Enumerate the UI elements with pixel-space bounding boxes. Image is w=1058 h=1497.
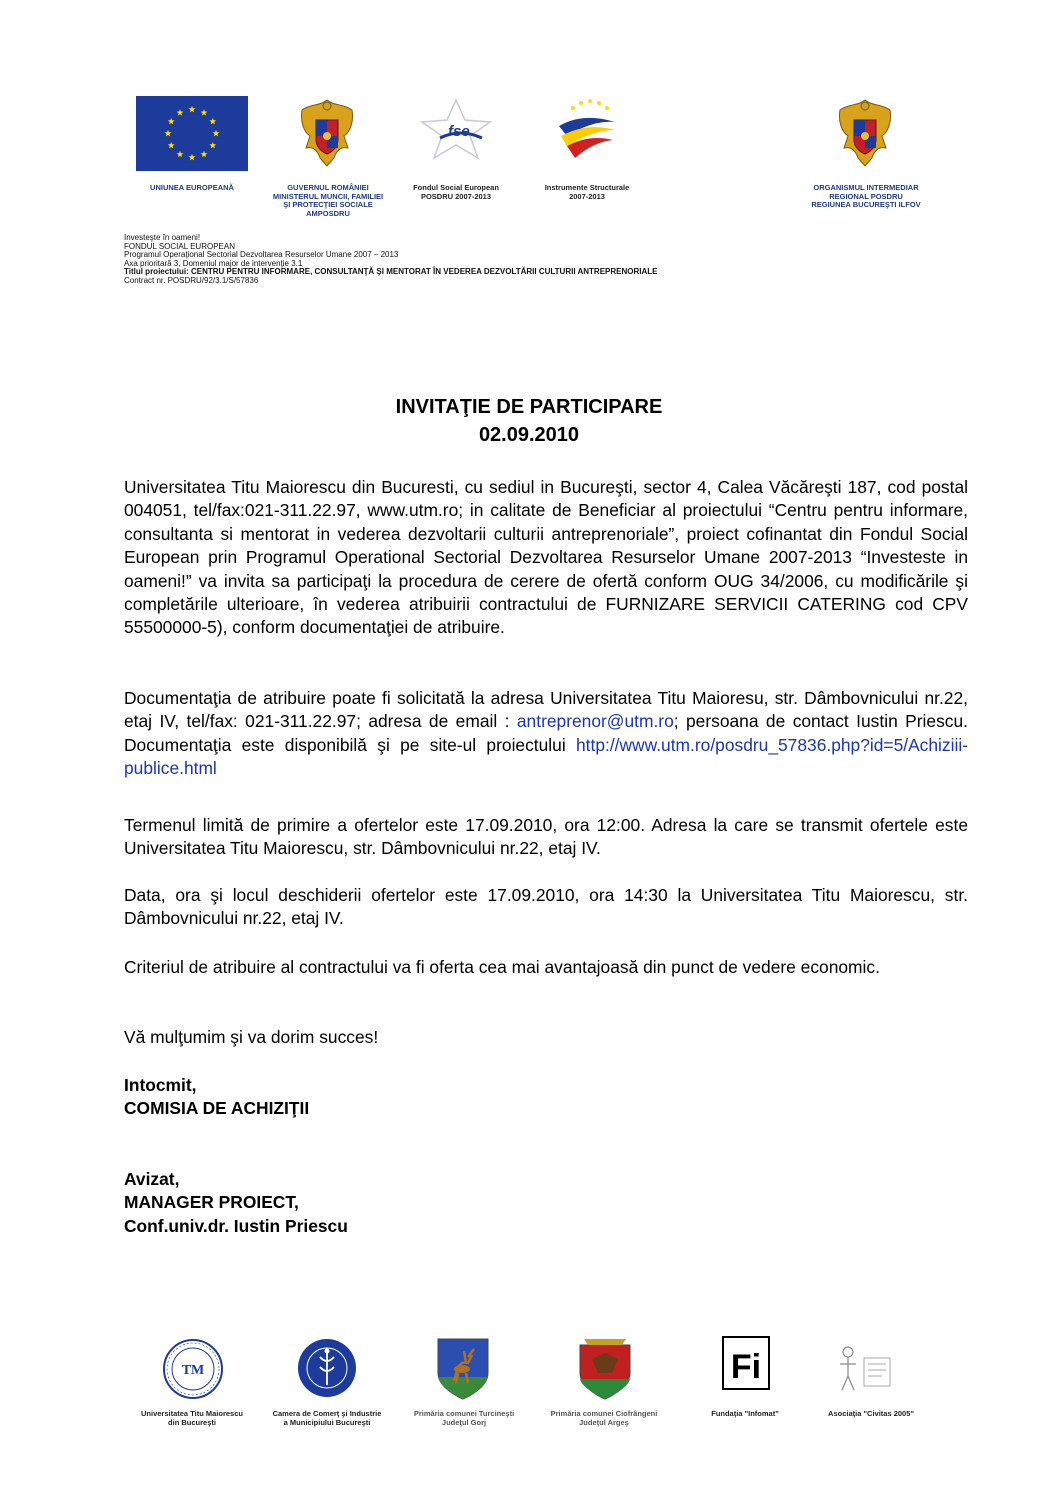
eu-logo-caption: UNIUNEA EUROPEANĂ (150, 183, 234, 192)
instrumente-structurale-caption: Instrumente Structurale 2007-2013 (544, 183, 630, 201)
fse-logo-icon (420, 98, 492, 160)
paragraph-documentation-text-2: ; persoana de contact Iustin Priescu. Documentaţia este disponibilă şi pe site-ul proiectului (124, 711, 968, 755)
utm-caption: Universitatea Titu Maiorescu din Bucureşti (141, 1409, 243, 1427)
project-title: Titlul proiectului: CENTRU PENTRU INFORMARE, CONSULTANŢĂ ŞI MENTORAT ÎN VEDEREA DEZVOLTĂRII CULTURII ANTREPRENORIALE (124, 267, 658, 277)
project-url-link[interactable]: http://www.utm.ro/posdru_57836.php?id=5/Achiziii-publice.html (124, 734, 968, 779)
ccib-seal-icon (296, 1337, 358, 1399)
signature-manager-label: Avizat, (124, 1169, 180, 1189)
paragraph-opening-text: Data, ora şi locul deschiderii ofertelor este 17.09.2010, ora 14:30 la Universitatea Titu Maiorescu, str. Dâmbovnicului nr.22, etaj IV. (124, 885, 968, 929)
signature-manager-role: MANAGER PROIECT, (124, 1192, 299, 1213)
project-axis: Axa prioritară 3, Domeniul major de intervenţie 3.1 (124, 258, 303, 268)
ciofrangeni-caption: Primăria comunei Ciofrângeni Judeţul Argeş (550, 1409, 658, 1427)
paragraph-deadline (124, 814, 968, 861)
infomat-logo-text: Fi (730, 1348, 762, 1386)
paragraph-criteria-text: Criteriul de atribuire al contractului va fi oferta cea mai avantajoasă din punct de vedere economic. (124, 957, 880, 977)
paragraph-criteria (124, 956, 968, 979)
signature-commission-label: Intocmit, (124, 1075, 197, 1095)
project-info (124, 234, 657, 286)
project-fund: FONDUL SOCIAL EUROPEAN (124, 241, 235, 251)
document-title: INVITAŢIE DE PARTICIPARE (395, 396, 663, 418)
signature-manager (124, 1168, 348, 1238)
ccib-caption: Camera de Comerţ şi Industrie a Municipiului Bucureşti (272, 1409, 382, 1427)
eu-flag-icon (136, 96, 248, 171)
turcinesti-coat-of-arms-icon (436, 1337, 490, 1401)
romania-coat-of-arms-icon (834, 96, 896, 170)
paragraph-thanks-text: Vă mulţumim şi va dorim succes! (124, 1027, 379, 1047)
project-contract: Contract nr. POSDRU/92/3.1/S/57836 (124, 275, 259, 285)
paragraph-documentation (124, 687, 968, 781)
email-link[interactable]: antreprenor@utm.ro (516, 711, 674, 732)
project-slogan: Investeşte în oameni! (124, 233, 201, 242)
project-programme: Programul Operaţional Sectorial Dezvoltarea Resurselor Umane 2007 – 2013 (124, 250, 399, 260)
infomat-logo-icon (722, 1336, 770, 1390)
utm-seal-text: TM (181, 1363, 205, 1378)
instrumente-structurale-icon (553, 96, 621, 168)
paragraph-invitation-text: Universitatea Titu Maiorescu din Bucuresti, cu sediul in Bucureşti, sector 4, Calea Văcăreşti 187, cod postal 004051, tel/fax:021-311.22.97, www.utm.ro; in calitate de Beneficiar al proiectului “Centru pentru informare, consultanta si mentorat in vederea dezvoltarii culturii antreprenoriale”, proiect cofinantat din Fondul Social European prin Programul Operational Sectorial Dezvoltarea Resurselor Umane 2007-2013 “Investeste in oameni!” va invita sa participaţi la procedura de cerere de ofertă conform OUG 34/2006, cu modificările şi completările ulterioare, în vederea atribuirii contractului de FURNIZARE SERVICII CATERING cod CPV 55500000-5), conform documentaţiei de atribuire. (124, 477, 968, 638)
paragraph-invitation (124, 476, 968, 640)
paragraph-deadline-text: Termenul limită de primire a ofertelor este 17.09.2010, ora 12:00. Adresa la care se transmit ofertele este Universitatea Titu Maiorescu, str. Dâmbovnicului nr.22, etaj IV. (124, 815, 968, 859)
signature-commission-name: COMISIA DE ACHIZIŢII (124, 1098, 310, 1119)
utm-seal-icon (162, 1338, 224, 1400)
infomat-caption: Fundaţia "Infomat" (711, 1409, 779, 1418)
ciofrangeni-coat-of-arms-icon (578, 1337, 632, 1401)
civitas-logo-icon (834, 1340, 904, 1396)
civitas-caption: Asociaţia "Civitas 2005" (828, 1409, 914, 1418)
paragraph-opening (124, 884, 968, 931)
document-date: 02.09.2010 (478, 424, 580, 446)
government-logo-caption: GUVERNUL ROMÂNIEI MINISTERUL MUNCII, FAMILIEI ŞI PROTECŢIEI SOCIALE AMPOSDRU (272, 183, 384, 218)
paragraph-documentation-text: Documentaţia de atribuire poate fi solicitată la adresa Universitatea Titu Maioresu, str. Dâmbovnicului nr.22, etaj IV, tel/fax: 021-311.22.97; adresa de email : (124, 688, 968, 732)
organism-intermediar-caption: ORGANISMUL INTERMEDIAR REGIONAL POSDRU REGIUNEA BUCUREŞTI ILFOV (811, 183, 921, 209)
paragraph-thanks (124, 1026, 968, 1049)
signature-commission (124, 1074, 309, 1121)
turcinesti-caption: Primăria comunei Turcineşti Judeţul Gorj (413, 1409, 515, 1427)
fse-logo-caption: Fondul Social European POSDRU 2007-2013 (413, 183, 499, 201)
signature-manager-name: Conf.univ.dr. Iustin Priescu (124, 1215, 348, 1236)
romania-coat-of-arms-icon (296, 96, 358, 170)
fse-logo-text: fse (448, 123, 470, 140)
